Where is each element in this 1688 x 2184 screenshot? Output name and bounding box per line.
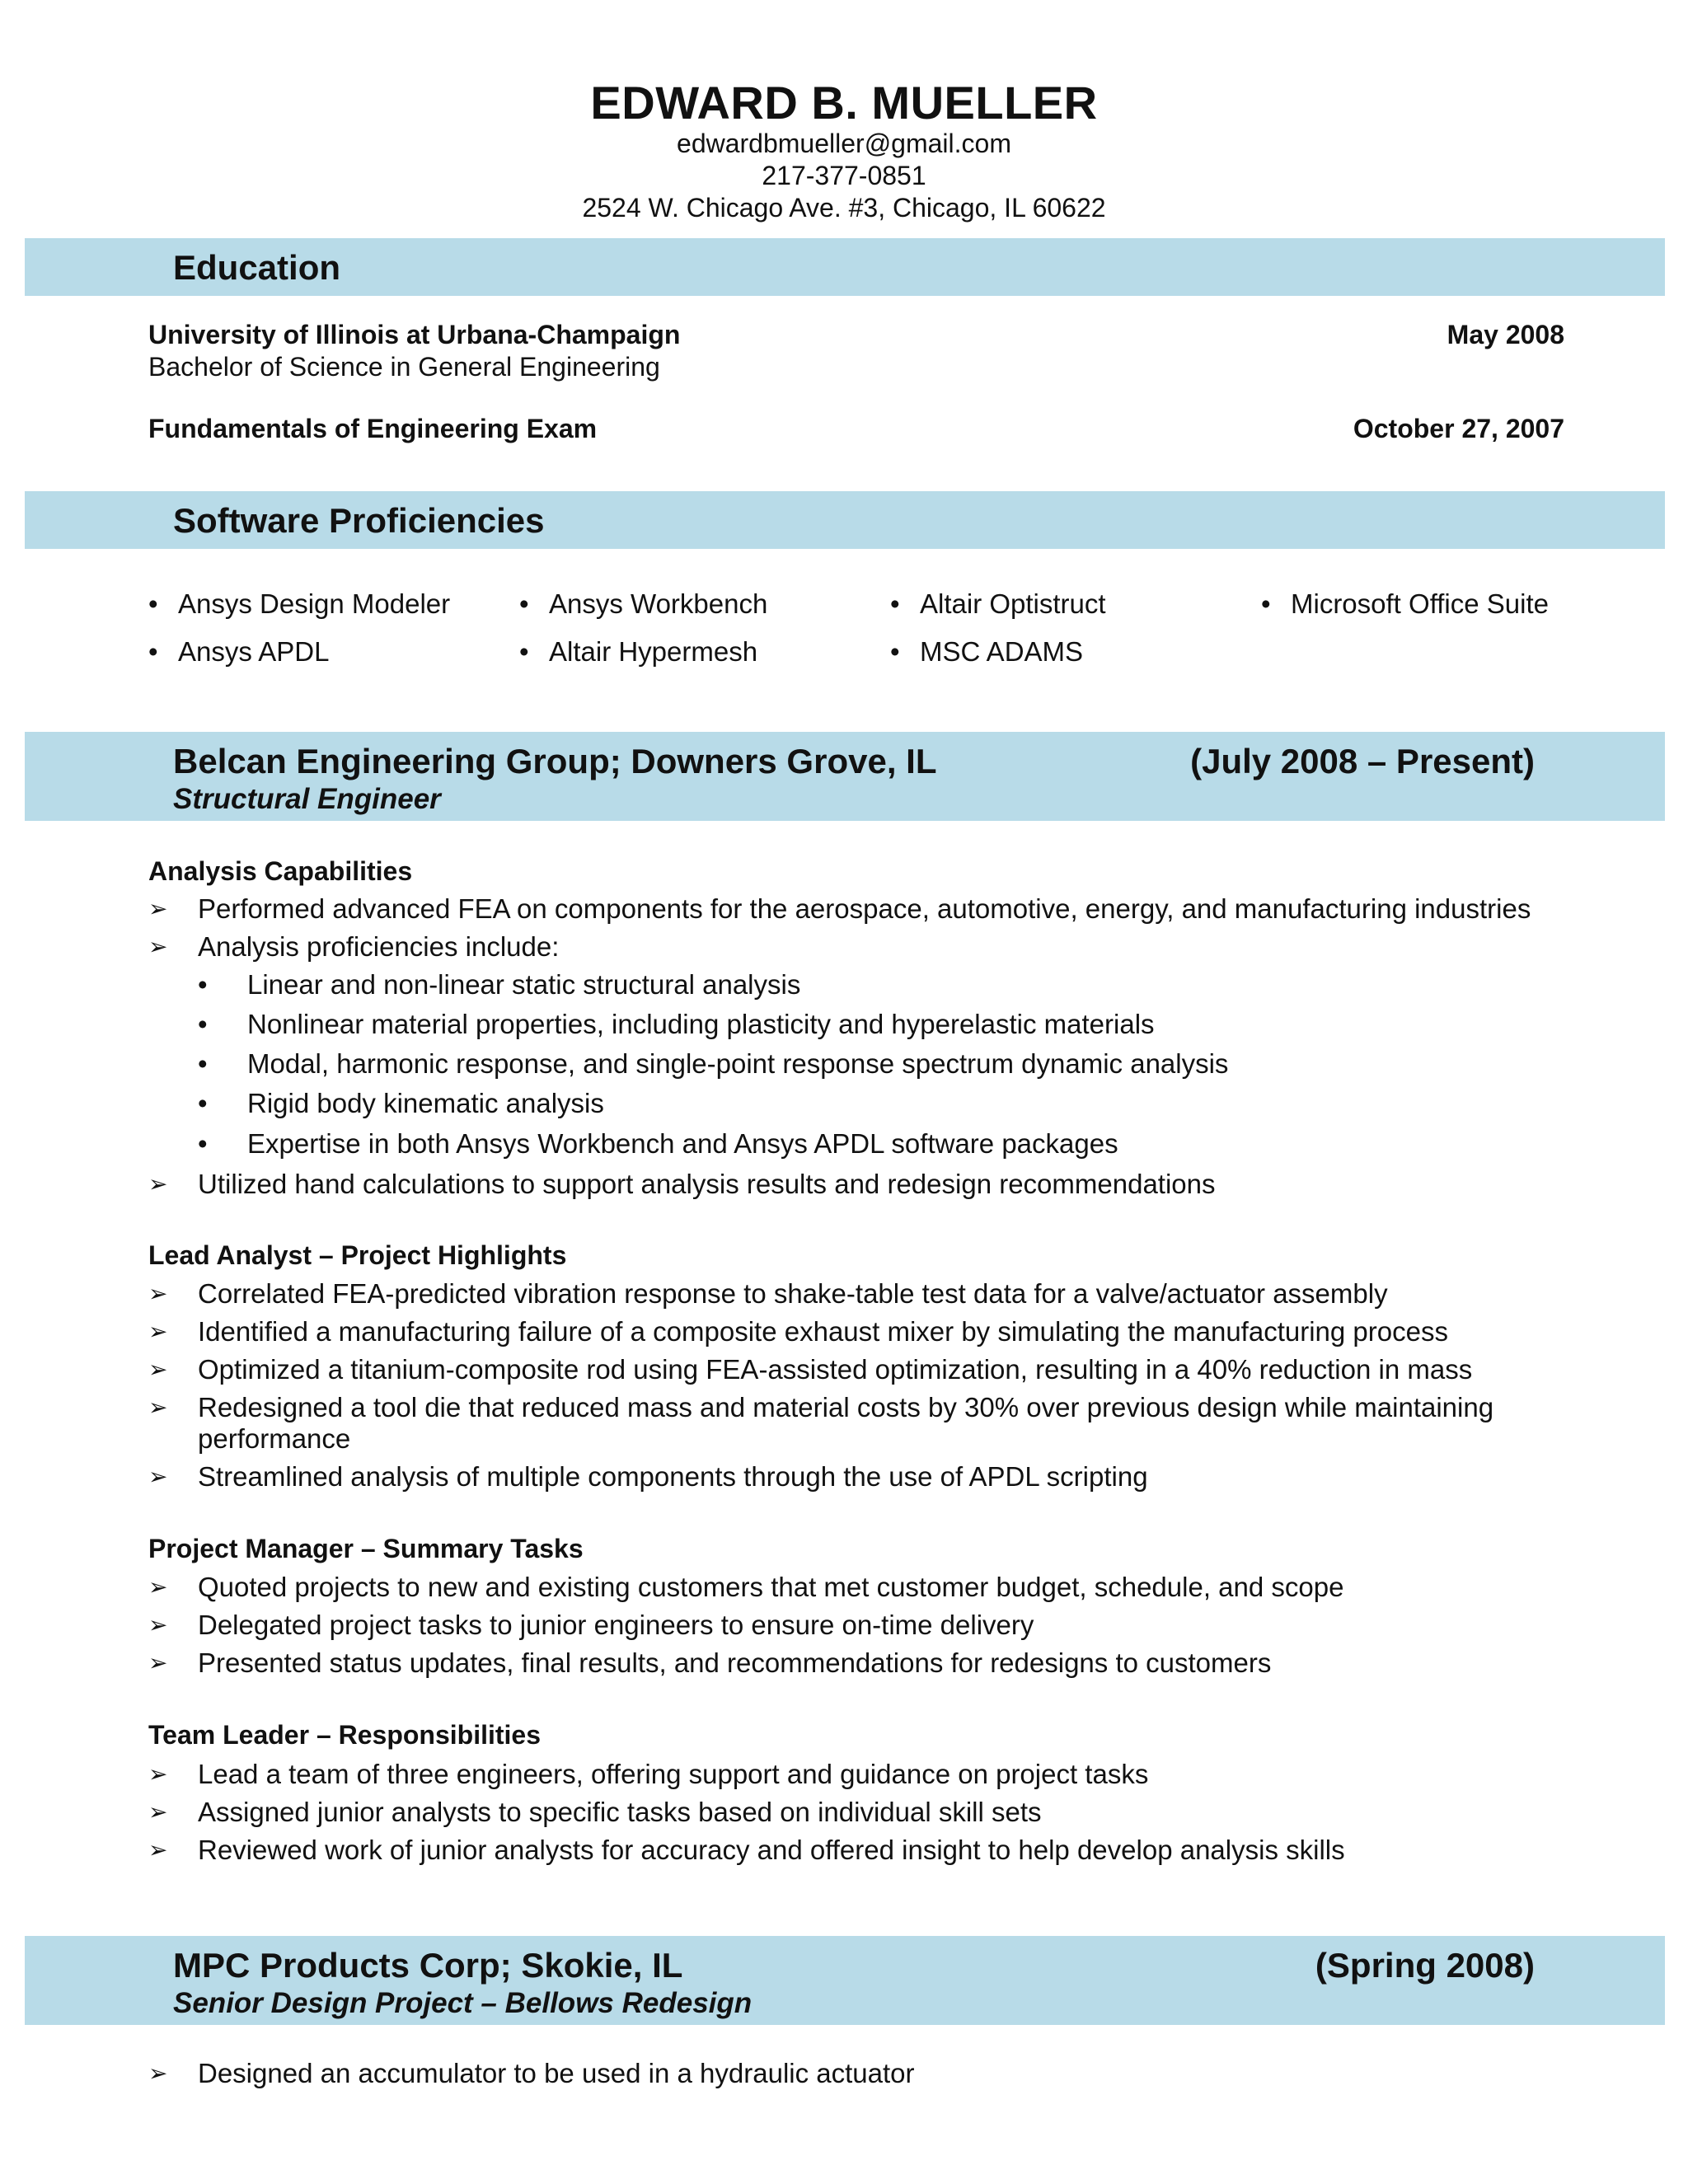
skill-item: • Ansys APDL: [148, 636, 330, 667]
skill-item: • Ansys Workbench: [519, 588, 768, 619]
section-heading: Analysis Capabilities: [148, 856, 413, 886]
software-section-band: [25, 491, 1665, 549]
education-entry: [148, 414, 1564, 444]
software-section-title: Software Proficiencies: [173, 501, 545, 540]
degree-name: Bachelor of Science in General Engineering: [148, 352, 660, 382]
exam-name: Fundamentals of Engineering Exam: [148, 414, 598, 443]
education-entry: [148, 320, 1564, 350]
contact-address: 2524 W. Chicago Ave. #3, Chicago, IL 60622: [582, 193, 1106, 223]
job2-section-band: [25, 1936, 1665, 2025]
job2-dates: (Spring 2008): [1315, 1946, 1535, 1985]
skill-item: • Altair Optistruct: [890, 588, 1106, 619]
skill-item: • Microsoft Office Suite: [1261, 588, 1550, 619]
job2-role: Senior Design Project – Bellows Redesign: [173, 1987, 753, 2019]
job2-company: MPC Products Corp; Skokie, IL: [173, 1946, 683, 1985]
job1-role: Structural Engineer: [173, 783, 441, 815]
contact-phone: 217-377-0851: [762, 161, 926, 190]
contact-email: edwardbmueller@gmail.com: [677, 129, 1011, 158]
education-section-title: Education: [173, 248, 341, 287]
job1-company: Belcan Engineering Group; Downers Grove, IL: [173, 742, 937, 780]
candidate-name: EDWARD B. MUELLER: [590, 77, 1098, 129]
job1-section-band: [25, 732, 1665, 821]
skill-item: • Altair Hypermesh: [519, 636, 758, 667]
exam-date: October 27, 2007: [1353, 414, 1564, 443]
section-heading: Lead Analyst – Project Highlights: [148, 1240, 567, 1270]
section-heading: Project Manager – Summary Tasks: [148, 1534, 584, 1563]
education-date: May 2008: [1447, 320, 1564, 349]
school-name: University of Illinois at Urbana-Champaign: [148, 320, 681, 349]
education-section-band: [25, 238, 1665, 296]
job1-dates: (July 2008 – Present): [1190, 742, 1535, 780]
skill-item: • MSC ADAMS: [890, 636, 1084, 667]
section-heading: Team Leader – Responsibilities: [148, 1720, 542, 1750]
skill-item: • Ansys Design Modeler: [148, 588, 451, 619]
